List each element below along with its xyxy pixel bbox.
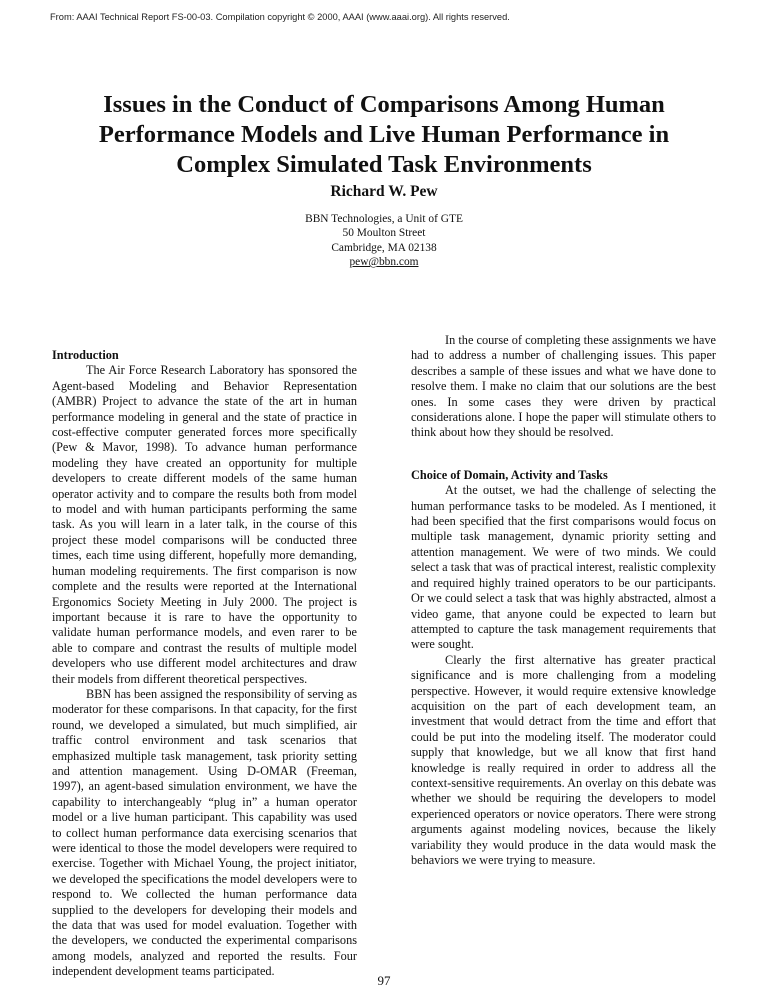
author-affiliation (0, 212, 768, 270)
left-column (52, 348, 357, 980)
intro-paragraph-3: In the course of completing these assignments we have had to address a number of challenging issues. This paper describes a sample of these issues and what we have done to resolve them. I make no claim that our solutions are the best ones. In some cases they were driven by practical considerations alone. I hope the paper will stimulate others to think about how they should be resolved. (411, 333, 716, 440)
choice-of-domain-heading: Choice of Domain, Activity and Tasks (411, 467, 608, 482)
intro-paragraph-2: BBN has been assigned the responsibility of serving as moderator for these comparisons. In that capacity, for the first round, we developed a simulated, but much simplified, air traffic control environment and task scenarios that emphasized multiple task management, task priority setting and attention management. Using D-OMAR (Freeman, 1997), an agent-based simulation environment, we have the capability to interchangeably “plug in” a human operator model or a live human participant. This capability was used to collect human performance data exercising scenarios that were identical to those the model developers were required to exercise. Together with Michael Young, the project initiator, we developed the specifications the model developers were to respond to. We collected the human performance data supplied to the developers for developing their models and the data that was used for model evaluation. Together with the developers, we conducted the experimental comparisons among models, analyzed and reported the results. Four independent development teams participated. (52, 686, 357, 979)
introduction-heading: Introduction (52, 348, 119, 362)
affiliation-city: Cambridge, MA 02138 (331, 241, 437, 254)
page-number: 97 (377, 973, 391, 988)
author-email-link[interactable]: pew@bbn.com (349, 256, 419, 269)
choice-paragraph-2: Clearly the first alternative has greater practical significance and is more challenging from a modeling perspective. However, it would require extensive knowledge acquisition on the part of each development team, an investment that would detract from the time and effort that could be put into the modeling itself. The moderator could supply that knowledge, but we all know that first hand knowledge is really required in order to address all the context-sensitive requirements. An overlay on this debate was whether we should be requiring the developers to model experienced operators or novice operators. There were strong arguments against modeling novices, because the likely variability they would produce in the data would mask the behaviors we were trying to measure. (411, 652, 716, 867)
right-column (411, 333, 716, 868)
affiliation-org: BBN Technologies, a Unit of GTE (305, 213, 463, 225)
intro-paragraph-1: The Air Force Research Laboratory has sponsored the Agent-based Modeling and Behavior Representation (AMBR) Project to advance the state of the art in human performance modeling in general and the state of practice in cost-effective computer generated forces more specifically (Pew & Mavor, 1998). To advance human performance modeling they have created an opportunity for multiple developers to create different models of the same human operator activity and to compare the results both from model to model and with human participants performing the same task. As you will learn in a later talk, in the course of this project these model comparisons will be conducted three times, each time using different, hopefully more demanding, human modeling requirements. The first comparison is now complete and the results were reported at the International Ergonomics Society Meeting in July 2000. The project is important because it is rare to have the opportunity to validate human performance models, and even rarer to be able to compare and contrast the results of multiple model developers who use different model architectures and draw their models from different theoretical perspectives. (52, 363, 357, 686)
paper-title: Issues in the Conduct of Comparisons Among Human Performance Models and Live Human Performance in Complex Simulated Task Environments (98, 91, 670, 178)
author-name: Richard W. Pew (330, 183, 438, 200)
copyright-header: From: AAAI Technical Report FS-00-03. Compilation copyright © 2000, AAAI (www.aaai.org). All rights reserved. (50, 12, 510, 22)
choice-paragraph-1: At the outset, we had the challenge of selecting the human performance tasks to be modeled. As I mentioned, it had been specified that the first comparisons would focus on multiple task management, dynamic priority setting and attention management. We were of two minds. We could select a task that was of practical interest, realistic complexity and required highly trained operators to be our participants. Or we could select a task that was highly abstracted, almost a video game, that anyone could be expected to learn but attempted to capture the task management requirements that were sought. (411, 483, 716, 652)
affiliation-street: 50 Moulton Street (342, 227, 426, 240)
